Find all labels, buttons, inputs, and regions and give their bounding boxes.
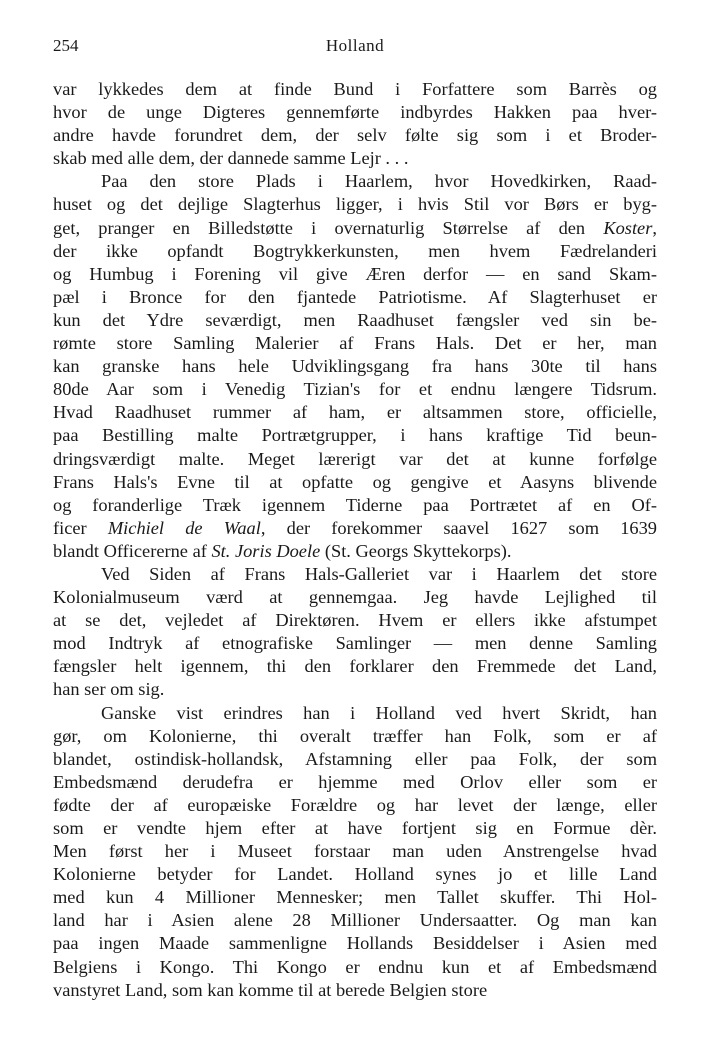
text-line: paa Bestilling malte Portrætgrupper, i hans kraftige Tid beun- [53, 425, 657, 446]
text-line: Paa den store Plads i Haarlem, hvor Hovedkirken, Raad- [101, 171, 657, 192]
text-line: rømte store Samling Malerier af Frans Hals. Det er her, man [53, 333, 657, 354]
text-line: kun det Ydre seværdigt, men Raadhuset fængsler ved sin be- [53, 309, 657, 330]
text-line: Kolonialmuseum værd at gennemgaa. Jeg havde Lejlighed til [53, 587, 657, 608]
text-line: skab med alle dem, der dannede samme Lejr . . . [53, 148, 409, 169]
text-line: kan granske hans hele Udviklingsgang fra hans 30te til hans [53, 356, 657, 377]
book-page [53, 36, 657, 1002]
text-line: Men først her i Museet forstaar man uden Anstrengelse hvad [53, 841, 657, 862]
text-line: land har i Asien alene 28 Millioner Undersaatter. Og man kan [53, 910, 657, 931]
text-line: gør, om Kolonierne, thi overalt træffer han Folk, som er af [53, 725, 657, 746]
text-line: paa ingen Maade sammenligne Hollands Besiddelser i Asien med [53, 933, 657, 954]
text-line: blandet, ostindisk-hollandsk, Afstamning eller paa Folk, der som [53, 748, 657, 769]
text-line: get, pranger en Billedstøtte i overnaturlig Størrelse af den Koster, [53, 217, 657, 238]
page-number: 254 [53, 36, 79, 55]
paragraph [53, 563, 657, 702]
text-line: dringsværdigt malte. Meget lærerigt var det at kunne forfølge [53, 448, 657, 469]
paragraph [53, 702, 657, 1002]
text-line: Kolonierne betyder for Landet. Holland synes jo et lille Land [53, 864, 657, 885]
text-line: Embedsmænd derudefra er hjemme med Orlov eller som er [53, 771, 657, 792]
text-line: 80de Aar som i Venedig Tizian's for et endnu længere Tidsrum. [53, 379, 657, 400]
text-line: mod Indtryk af etnografiske Samlinger — men denne Samling [53, 633, 657, 654]
text-line: hvor de unge Digteres gennemførte indbyrdes Hakken paa hver- [53, 102, 657, 123]
text-line: og Humbug i Forening vil give Æren derfor — en sand Skam- [53, 263, 657, 284]
text-line: vanstyret Land, som kan komme til at berede Belgien store [53, 979, 488, 1000]
text-line: som er vendte hjem efter at have fortjent sig en Formue dèr. [53, 818, 657, 838]
text-line: Ganske vist erindres han i Holland ved hvert Skridt, han [101, 702, 657, 723]
text-line: Ved Siden af Frans Hals-Galleriet var i Haarlem det store [101, 563, 657, 584]
text-line: og foranderlige Træk igennem Tiderne paa Portrætet af en Of- [53, 494, 657, 515]
paragraph [53, 170, 657, 563]
text-line: ficer Michiel de Waal, der forekommer saavel 1627 som 1639 [53, 517, 658, 538]
text-line: at se det, vejledet af Direktøren. Hvem er ellers ikke afstumpet [53, 610, 657, 631]
text-line: var lykkedes dem at finde Bund i Forfattere som Barrès og [53, 79, 657, 99]
text-line: huset og det dejlige Slagterhus ligger, i hvis Stil vor Børs er byg- [53, 194, 657, 215]
text-line: med kun 4 Millioner Mennesker; men Tallet skuffer. Thi Hol- [53, 887, 657, 908]
text-line: Belgiens i Kongo. Thi Kongo er endnu kun et af Embedsmænd [53, 956, 657, 977]
text-line: andre havde forundret dem, der selv følte sig som i et Broder- [53, 125, 657, 146]
text-line: fængsler helt igennem, thi den forklarer den Fremmede det Land, [53, 656, 657, 677]
text-line: fødte der af europæiske Forældre og har levet der længe, eller [53, 794, 657, 815]
page-header [53, 36, 657, 64]
text-line: der ikke opfandt Bogtrykkerkunsten, men hvem Fædrelanderi [53, 240, 657, 261]
body-text [53, 78, 657, 1002]
running-head: Holland [325, 36, 385, 55]
text-line: Frans Hals's Evne til at opfatte og gengive et Aasyns blivende [53, 471, 657, 492]
paragraph [53, 78, 657, 170]
text-line: han ser om sig. [53, 679, 165, 700]
text-line: Hvad Raadhuset rummer af ham, er altsammen store, officielle, [53, 402, 657, 423]
text-line: pæl i Bronce for den fjantede Patriotisme. Af Slagterhuset er [53, 286, 657, 307]
text-line: blandt Officererne af St. Joris Doele (St. Georgs Skyttekorps). [53, 540, 512, 561]
